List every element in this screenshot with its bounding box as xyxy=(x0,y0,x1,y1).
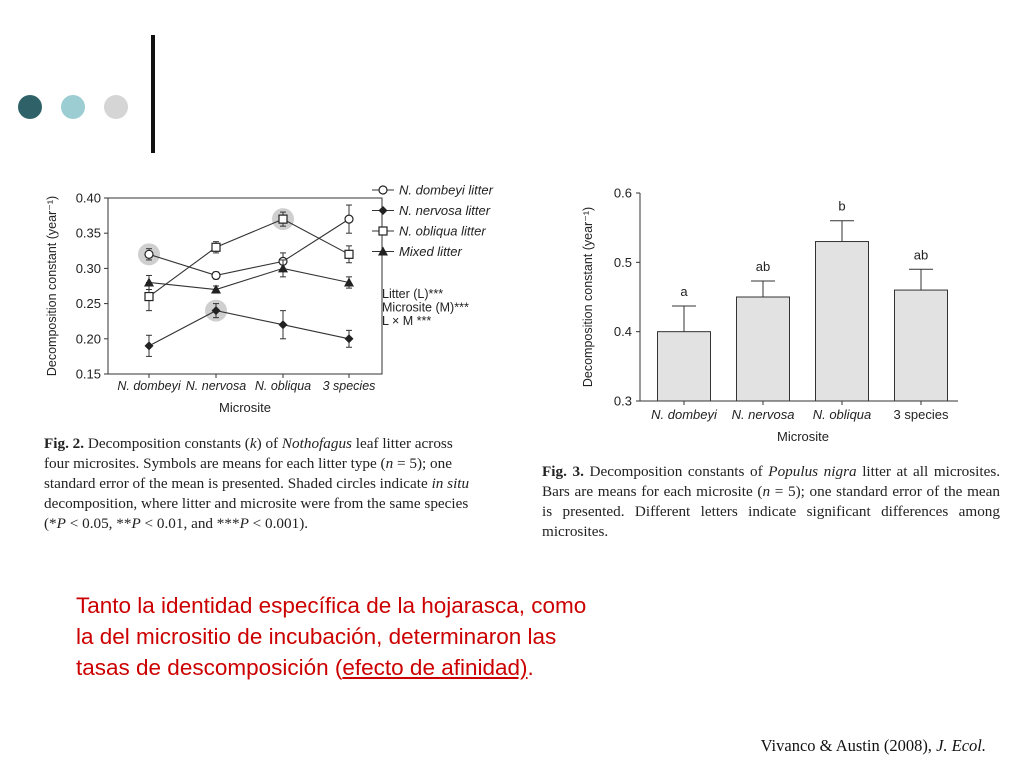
main-statement: Tanto la identidad específica de la hojarasca, como la del micrositio de incubación, determinaron las tasas de descomposición (efecto de afinidad). xyxy=(76,593,587,680)
significance-letter: b xyxy=(838,198,846,214)
stats-label: L × M *** xyxy=(382,314,432,328)
series-line xyxy=(149,311,349,346)
data-point xyxy=(212,271,220,279)
x-tick-label: N. obliqua xyxy=(812,407,872,422)
bar xyxy=(737,297,790,401)
data-point xyxy=(279,320,288,329)
data-point xyxy=(144,277,154,286)
y-tick-label: 0.35 xyxy=(75,225,101,241)
decor-dot-teal xyxy=(61,95,85,119)
decor-dot-gray xyxy=(104,95,128,119)
fig3-bar-chart xyxy=(570,178,990,448)
x-tick-label: N. nervosa xyxy=(731,407,795,422)
y-axis-title: Decomposition constant (year⁻¹) xyxy=(45,195,59,377)
data-point xyxy=(345,334,354,343)
stats-label: Litter (L)*** xyxy=(382,287,444,301)
y-axis-title: Decomposition constant (year⁻¹) xyxy=(581,206,595,388)
x-tick-label: N. dombeyi xyxy=(651,407,717,422)
y-tick-label: 0.3 xyxy=(613,393,632,409)
data-point xyxy=(145,341,154,350)
significance-letter: ab xyxy=(755,259,771,275)
citation: Vivanco & Austin (2008), J. Ecol. xyxy=(760,736,986,755)
legend-label: N. obliqua litter xyxy=(399,223,486,239)
data-point xyxy=(212,243,220,251)
legend-label: Mixed litter xyxy=(399,244,462,259)
x-tick-label: N. dombeyi xyxy=(117,379,181,393)
y-tick-label: 0.30 xyxy=(75,260,101,276)
fig2-line-chart xyxy=(40,178,540,418)
y-tick-label: 0.40 xyxy=(75,190,101,206)
x-axis-title: Microsite xyxy=(218,400,272,415)
y-tick-label: 0.4 xyxy=(613,324,632,340)
y-tick-label: 0.25 xyxy=(75,296,101,312)
data-point xyxy=(278,263,288,272)
fig3-caption: Fig. 3. Decomposition constants of Populus nigra litter at all microsites. Bars are means for each microsite (n = 5); one standard error of the mean is presented. Different letters indicate significant differences among microsites. xyxy=(542,463,1001,540)
legend-marker xyxy=(379,227,387,235)
legend-marker xyxy=(379,186,387,194)
legend-marker xyxy=(379,206,388,215)
x-tick-label: N. nervosa xyxy=(185,379,247,393)
series-line xyxy=(149,219,349,296)
decor-dot-dark xyxy=(18,95,42,119)
legend-label: N. dombeyi litter xyxy=(399,182,493,198)
y-tick-label: 0.15 xyxy=(75,366,101,382)
y-tick-label: 0.5 xyxy=(613,254,632,270)
x-tick-label: 3 species xyxy=(893,407,949,422)
x-axis-title: Microsite xyxy=(776,429,830,444)
x-tick-label: 3 species xyxy=(322,379,376,393)
bar xyxy=(895,290,948,401)
data-point xyxy=(279,215,287,223)
y-tick-label: 0.20 xyxy=(75,331,101,347)
data-point xyxy=(345,250,353,258)
data-point xyxy=(145,250,153,258)
fig2-caption: Fig. 2. Decomposition constants (k) of Nothofagus leaf litter across four microsites. Symbols are means for each litter type (n = 5); one standard error of the mean is presented. Shaded circles indicate in situ decomposition, where litter and microsite were from the same species (*P < 0.05, **P < 0.01, and ***P < 0.001). xyxy=(44,435,470,532)
y-tick-label: 0.6 xyxy=(613,185,632,201)
bar xyxy=(658,332,711,401)
significance-letter: ab xyxy=(913,247,929,263)
series-line xyxy=(149,219,349,275)
data-point xyxy=(345,215,353,223)
significance-letter: a xyxy=(680,284,688,300)
data-point xyxy=(145,293,153,301)
legend-label: N. nervosa litter xyxy=(399,203,491,218)
decor-vertical-bar xyxy=(151,35,155,153)
series-line xyxy=(149,268,349,289)
x-tick-label: N. obliqua xyxy=(254,379,312,393)
stats-label: Microsite (M)*** xyxy=(382,300,469,315)
bar xyxy=(816,242,869,401)
